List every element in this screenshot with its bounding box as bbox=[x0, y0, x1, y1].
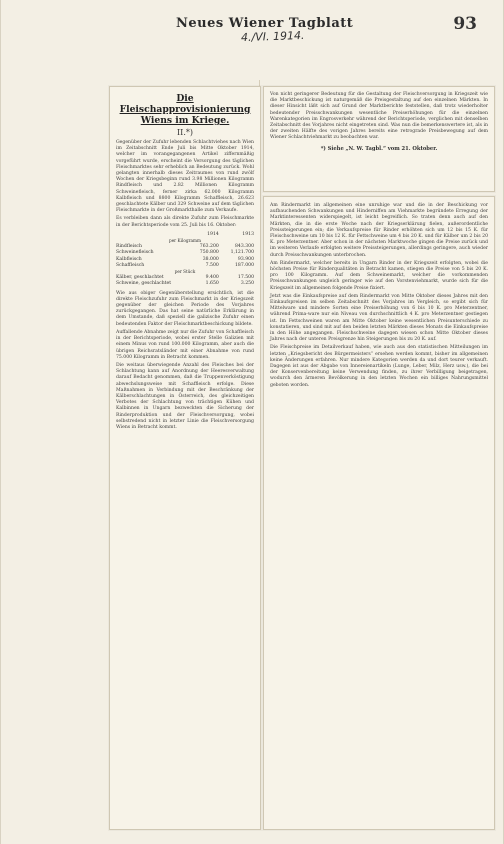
handwritten-date: 4./VI. 1914. bbox=[240, 28, 305, 45]
table-cell: 763.200 bbox=[199, 244, 219, 250]
meat-supply-table bbox=[116, 232, 254, 288]
table-cell: 750.800 bbox=[199, 250, 219, 256]
article-clipping-right-bottom bbox=[263, 196, 495, 830]
table-cell: 7.500 bbox=[205, 262, 219, 268]
footnote: *) Siehe „N. W. Tagbl.“ vom 21. Oktober. bbox=[320, 145, 438, 152]
article-title: Die Fleischapprovisionierung Wiens im Kriege. bbox=[119, 93, 251, 126]
table-cell: 3.250 bbox=[240, 281, 254, 287]
article-paragraph: Die Fleischpreise im Detailverkauf haben, wie auch aus den statistischen Mitteilungen im letzten „Kriegsbericht des Bürgermeisters“ ersehen werden kommt, bisher im allgemeinen keine Änderungen erfahren. Nur mindere Kategorien werden da und dort teurer verkauft. Dagegen ist aus der Abgabe von Innereienartikeln (Lunge, Leber, Milz, Herz usw.), die bei der Konservenbereitung keine Verwendung finden, zu ihrer Verbilligung beigetragen, wodurch den ärmeren Bevölkerung in den letzten Wochen ein billiges Nahrungsmittel geboten worden. bbox=[270, 345, 488, 388]
table-cell: 843.300 bbox=[235, 244, 254, 250]
article-paragraph: Auffallende Abnahme zeigt nur die Zufuhr von Schaffleisch in der Berichtsperiode, wobei erster Stelle Galizien mit einem Minus von rund 100.000 Kilogramm, aber auch die übrigen Reichsratsländer mit einer Abnahme von rund 75.000 Kilogramm in Betracht kommen. bbox=[116, 329, 254, 360]
article-subtitle: II.*) bbox=[177, 128, 193, 137]
article-paragraph: Von nicht geringerer Bedeutung für die Gestaltung der Fleischversorgung in Kriegszeit wie die Marktbeschickung ist naturgemäß die Preisgestaltung auf den einzelnen Märkten. In dieser Hinsicht läßt sich auf Grund der Marktberichte feststellen, daß trotz wiederholter bedeutender Preisschwankungen wesentliche Preiserhöhungen für die einzelnen Warenkategorien im Engrosverkehr während der Berichtsperiode, verglichen mit denselben Zeitabschnitt des Vorjahres nicht eingetreten sind. Was nun die bemerkenswertere ist, als in der zweiten Hälfte des vorigen Jahres bereits eine retrograde Preisbewegung auf dem Wiener Schlachtviehmarkt zu beobachten war. bbox=[270, 92, 488, 141]
article-paragraph: Gegenüber der Zufuhr lebenden Schlachtviehes nach Wien im Zeitabschnitt Ende Juli bis Mitte Oktober 1914, welcher im vorangegangenen Artikel ziffernmäßig vorgeführt wurde, erscheint die Versorgung des täglichen Fleischmarktes sehr erheblich an Bedeutung zurück. Wohl gelangten innerhalb dieses Zeitraumes von rund zwölf Wochen der Kriegsbeginn rund 3.98 Millionen Kilogramm Rindfleisch und 2.82 Millionen Kilogramm Schweinefleisch, ferner zirka 62.000 Kilogramm Kalbfleisch und 8800 Kilogramm Schaffleisch, 26.623 geschlachtete Kälber und 329 Schweine auf dem täglichen Fleischmarkte in der Großmarkthalle zum Verkaufe. bbox=[116, 140, 254, 214]
page-number: 93 bbox=[453, 14, 477, 34]
article-paragraph: Am Rindermarkt im allgemeinen eine unruhige war und die in der Beschickung vor aufbauchenden Schwankungen und Hinderniffen am Viehmarkte begründete Erregung der Marktinteressenten widerspiegelt, ist leicht begreiflich. So traten denn auch auf den Märkten, die in die erste Woche nach der Kriegserklärung fielen, außerordentliche Preissteigerungen ein; die Verkaufspreise für Rinder erhöhten sich um 12 bis 15 K. für Fleischschweine um 10 bis 12 K. für Fettschweine um 4 bis 20 K. und für Kälber um 2 bis 20 K. pro Meterzentner. Aber schon in der nächsten Marktwoche gingen die Preise zurück und im weiteren Verlaufe erfolgten weitere Preissteigerungen, allerdings geringere, auch wieder durch Preisschwankungen unterbrochen. bbox=[270, 203, 488, 258]
table-cell: Kälber, geschlachtet bbox=[116, 275, 164, 281]
table-cell: Rindfleisch bbox=[116, 244, 142, 250]
table-cell: 1.650 bbox=[205, 281, 219, 287]
table-unit-label: per Kilogramm bbox=[169, 238, 201, 244]
table-cell: Kalbfleisch bbox=[116, 256, 142, 262]
article-clipping-right-top bbox=[263, 86, 495, 192]
table-unit-label: per Stück bbox=[174, 269, 196, 275]
table-row bbox=[116, 281, 254, 287]
table-cell: Schaffleisch bbox=[116, 262, 145, 268]
table-cell: 187.000 bbox=[235, 262, 254, 268]
article-paragraph: Wie aus obiger Gegenüberstellung ersichtlich, ist die direkte Fleischzufuhr zum Fleischmarkt in der Kriegszeit gegenüber der gleichen Periode des Vorjahres zurückgegangen. Das hat seine natürliche Erklärung in dem Umstande, daß speziell die galizische Zufuhr einen bedeutenden Faktor der Fleischmarktbeschickung bildete. bbox=[116, 290, 254, 327]
article-paragraph: Jetzt was die Einkaufspreise auf dem Rindermarkt von Mitte Oktober dieses Jahres mit den Einkaufspreisen im selben Zeitabschnitt des Vorjahres im Vergleich, so ergibt sich für Mittelware und mindere Sorten eine Preiserhöhung von 6 bis 10 K. pro Meterzentner, während Prima-ware nur ein Niveau von durchschnittlich 4 K. pro Meterzentner gestiegen ist. Im Fettschweinen waren am Mitte Oktober keine wesentlichen Preisunterschiede zu konstatieren, und sind mit auf den beiden letzten Märkten dieses Monats die Einkaufspreise in den Höhe angegangen. Fleischschweine dagegen wiesen schon Mitte Oktober dieses Jahres nach der unteren Preisgrenze hin Steigerungen bis zu 20 K. auf. bbox=[270, 293, 488, 343]
table-cell: 9.400 bbox=[205, 275, 219, 281]
table-header-cell: 1913 bbox=[242, 231, 254, 237]
article-paragraph: Die weitaus überwiegende Anzahl des Fleisches bei der Schlachtung kann auf Anordnung der Heeresverwaltung darauf Bedacht genommen, daß die Truppenverköstigung abwechslungsweise mit Schaffleisch erfolge. Diese Maßnahmen in Verbindung mit der Beschränkung der Kälberschlachtungen in Österreich, des gleichzeitigen Verbotes der Schlachtung von trächtigen Kühen und Kalbinnen in Ungarn bezweckten die Sicherung der Rinderproduktion und der Fleischversorgung, wobei selbstredend nicht in letzter Linie die Fleischversorgung Wiens in Betracht kommt. bbox=[116, 362, 254, 430]
article-paragraph: Es verbleiben dann als direkte Zufuhr zum Fleischmarkte in der Berichtsperiode vom 25. Juli bis 16. Oktober: bbox=[116, 216, 254, 228]
table-cell: 1,121.700 bbox=[230, 250, 254, 256]
masthead: Neues Wiener Tagblatt bbox=[176, 16, 354, 31]
article-paragraph: Am Rindermarkt, welcher bereits in Ungarn Rinder in der Kriegszeit erfolgten, wobei die höchsten Preise für Rinderqualitäten in Betracht kamen, stiegen die Preise von 5 bis 20 K. pro 100 Kilogramm. Auf dem Schweinemarkt, welcher die vorkommenden Preisschwankungen ungleich geringer wie auf den Vorstenviehmarkt, wurde sich für die Kriegszeit im allgemeinen folgende Preise fixiert. bbox=[270, 260, 488, 291]
table-cell: 93.900 bbox=[237, 256, 254, 262]
table-cell: Schweine, geschlachtet bbox=[116, 281, 172, 287]
table-cell: 38.000 bbox=[202, 256, 219, 262]
table-cell: 17.500 bbox=[237, 275, 254, 281]
table-header-cell: 1914 bbox=[207, 231, 219, 237]
article-clipping-left bbox=[109, 86, 261, 830]
table-cell: Schweinefleisch bbox=[116, 250, 154, 256]
